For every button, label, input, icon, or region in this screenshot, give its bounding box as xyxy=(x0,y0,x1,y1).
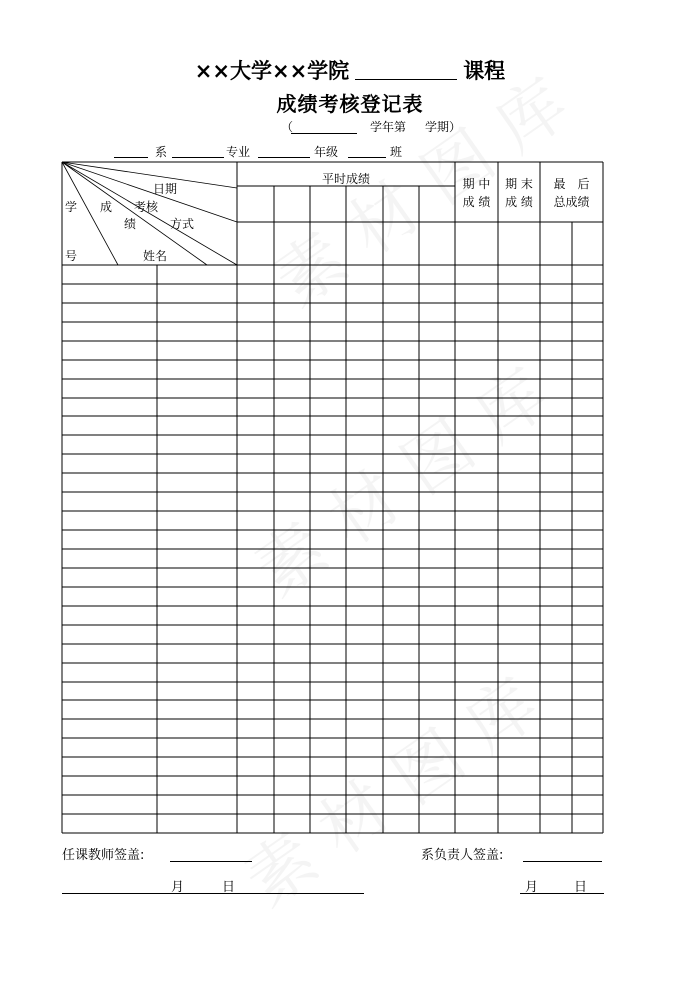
teacher-date-day: 日 xyxy=(222,880,236,895)
dept-sign-blank[interactable] xyxy=(523,861,602,862)
diag-date: 日期 xyxy=(153,182,178,196)
final-line-1: 期 末 xyxy=(505,177,533,191)
midterm-line-2: 成 绩 xyxy=(462,195,491,209)
teacher-date-month: 月 xyxy=(171,880,185,895)
diag-ji: 绩 xyxy=(124,217,137,231)
grade-label: 年级 xyxy=(314,145,339,159)
dept-date-day: 日 xyxy=(574,880,588,895)
dept-date-month: 月 xyxy=(525,880,539,895)
year-paren-open: （ xyxy=(281,120,294,134)
usual-score-header: 平时成绩 xyxy=(321,172,370,186)
page-subtitle: 成绩考核登记表 xyxy=(276,92,424,116)
title-course: 课程 xyxy=(463,59,506,83)
diag-fangshi: 方式 xyxy=(170,217,195,231)
dept-sign-label: 系负责人签盖: xyxy=(421,848,504,863)
midterm-line-1: 期 中 xyxy=(462,177,491,191)
total-header xyxy=(540,175,603,211)
diag-hao: 号 xyxy=(65,249,78,263)
diag-kaohe: 考核 xyxy=(134,200,159,214)
midterm-header xyxy=(455,175,498,211)
class-label: 班 xyxy=(390,145,403,159)
diagonal-line xyxy=(62,162,237,188)
teacher-sign-blank[interactable] xyxy=(170,861,252,862)
diag-cheng: 成 xyxy=(100,200,113,214)
total-line-1: 最 后 xyxy=(553,177,590,191)
teacher-date-line[interactable] xyxy=(62,893,364,894)
total-line-2: 总成绩 xyxy=(553,195,590,209)
title-university: ××大学××学院 xyxy=(194,59,350,83)
year-label: 学年第 xyxy=(370,120,407,134)
final-line-2: 成 绩 xyxy=(505,195,533,209)
diag-xue: 学 xyxy=(65,200,78,214)
term-label: 学期） xyxy=(425,120,462,134)
teacher-sign-label: 任课教师签盖: xyxy=(62,848,145,863)
diag-xingming: 姓名 xyxy=(143,249,168,263)
dept-label: 系 xyxy=(155,145,168,159)
final-header xyxy=(498,175,540,211)
major-label: 专业 xyxy=(226,145,251,159)
